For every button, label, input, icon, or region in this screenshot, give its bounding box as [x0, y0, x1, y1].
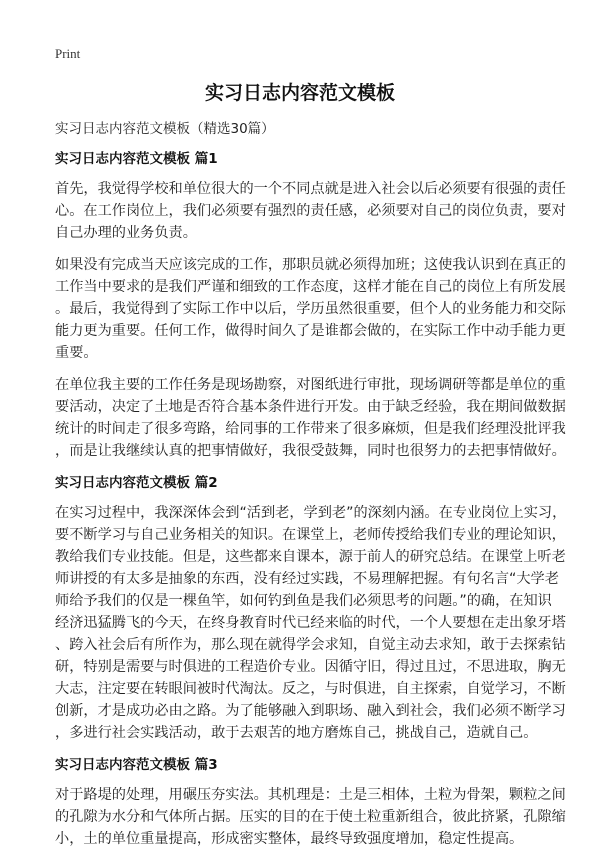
- section-heading: 实习日志内容范文模板 篇1: [55, 151, 218, 167]
- paragraph-line: 要活动，决定了土地是否符合基本条件进行开发。由于缺乏经验，我在期间做数据: [55, 399, 566, 415]
- paragraph-line: 重要。: [55, 345, 98, 361]
- paragraph-line: 能力更为重要。任何工作，做得时间久了是谁都会做的，在实际工作中动手能力更: [55, 323, 566, 339]
- sections: [55, 148, 567, 850]
- paragraph: [55, 784, 566, 850]
- paragraph-line: 创新，才是成功必由之路。为了能够融入到职场、融入到社会，我们必须不断学习: [55, 703, 566, 719]
- paragraph-line: 师给予我们的仅是一棵鱼竿，如何钓到鱼是我们必须思考的问题。”的确，在知识: [55, 593, 552, 609]
- section-heading: 实习日志内容范文模板 篇2: [55, 475, 218, 491]
- section: [55, 754, 566, 850]
- section: [55, 472, 567, 744]
- paragraph-line: 统计的时间走了很多弯路，给同事的工作带来了很多麻烦，但是我们经理没批评我: [55, 421, 566, 437]
- paragraph-line: 工作当中要求的是我们严谨和细致的工作态度，这样才能在自己的岗位上有所发展: [55, 279, 566, 295]
- paragraph-line: 教给我们专业技能。但是，这些都来自课本，源于前人的研究总结。在课堂上听老: [55, 549, 566, 565]
- document-subtitle: 实习日志内容范文模板（精选30篇）: [55, 121, 275, 137]
- paragraph-line: 如果没有完成当天应该完成的工作，那职员就必须得加班；这使我认识到在真正的: [55, 257, 566, 273]
- paragraph-line: 要不断学习与自己业务相关的知识。在课堂上，老师传授给我们专业的理论知识，: [55, 527, 566, 543]
- paragraph-line: 研，特别是需要与时俱进的工程造价专业。因循守旧，得过且过，不思进取，胸无: [55, 659, 566, 675]
- paragraph: [55, 178, 566, 244]
- page-title: 实习日志内容范文模板: [204, 82, 395, 104]
- paragraph-line: 在单位我主要的工作任务是现场勘察，对图纸进行审批，现场调研等都是单位的重: [55, 377, 566, 393]
- paragraph-line: 、跨入社会后有所作为，那么现在就得学会求知，自觉主动去求知，敢于去探索钻: [55, 637, 566, 653]
- document-body: [55, 118, 567, 860]
- paragraph-line: 经济迅猛腾飞的今天，在终身教育时代已经来临的时代，一个人要想在走出象牙塔: [55, 615, 566, 631]
- paragraph: [55, 502, 567, 744]
- paragraph-line: ，而是让我继续认真的把事情做好，我很受鼓舞，同时也很努力的去把事情做好。: [55, 443, 566, 459]
- paragraph-line: ，多进行社会实践活动，敢于去艰苦的地方磨炼自己，挑战自己，造就自己。: [55, 725, 538, 741]
- print-link[interactable]: Print: [55, 46, 81, 61]
- paragraph-line: 首先，我觉得学校和单位很大的一个不同点就是进入社会以后必须要有很强的责任: [55, 181, 566, 197]
- paragraph-line: 大志，注定要在转眼间被时代淘汰。反之，与时俱进，自主探索，自觉学习，不断: [55, 681, 566, 697]
- section: [55, 148, 566, 462]
- paragraph-line: 心。在工作岗位上，我们必须要有强烈的责任感，必须要对自己的岗位负责，要对: [55, 203, 566, 219]
- section-heading: 实习日志内容范文模板 篇3: [55, 757, 218, 773]
- paragraph-line: 师讲授的有太多是抽象的东西，没有经过实践，不易理解把握。有句名言“大学老: [55, 571, 559, 587]
- paragraph: [55, 374, 566, 462]
- paragraph-line: 小，土的单位重量提高，形成密实整体，最终导致强度增加，稳定性提高。: [55, 831, 524, 847]
- paragraph-line: 。最后，我觉得到了实际工作中以后，学历虽然很重要，但个人的业务能力和交际: [55, 301, 566, 317]
- paragraph-line: 在实习过程中，我深深体会到“活到老，学到老”的深刻内涵。在专业岗位上实习，: [55, 505, 567, 521]
- paragraph-line: 的孔隙为水分和气体所占据。压实的目的在于使土粒重新组合，彼此挤紧，孔隙缩: [55, 809, 566, 825]
- paragraph: [55, 254, 566, 364]
- paragraph-line: 对于路堤的处理，用碾压夯实法。其机理是：土是三相体，土粒为骨架，颗粒之间: [55, 787, 566, 803]
- paragraph-line: 自己办理的业务负责。: [55, 225, 197, 241]
